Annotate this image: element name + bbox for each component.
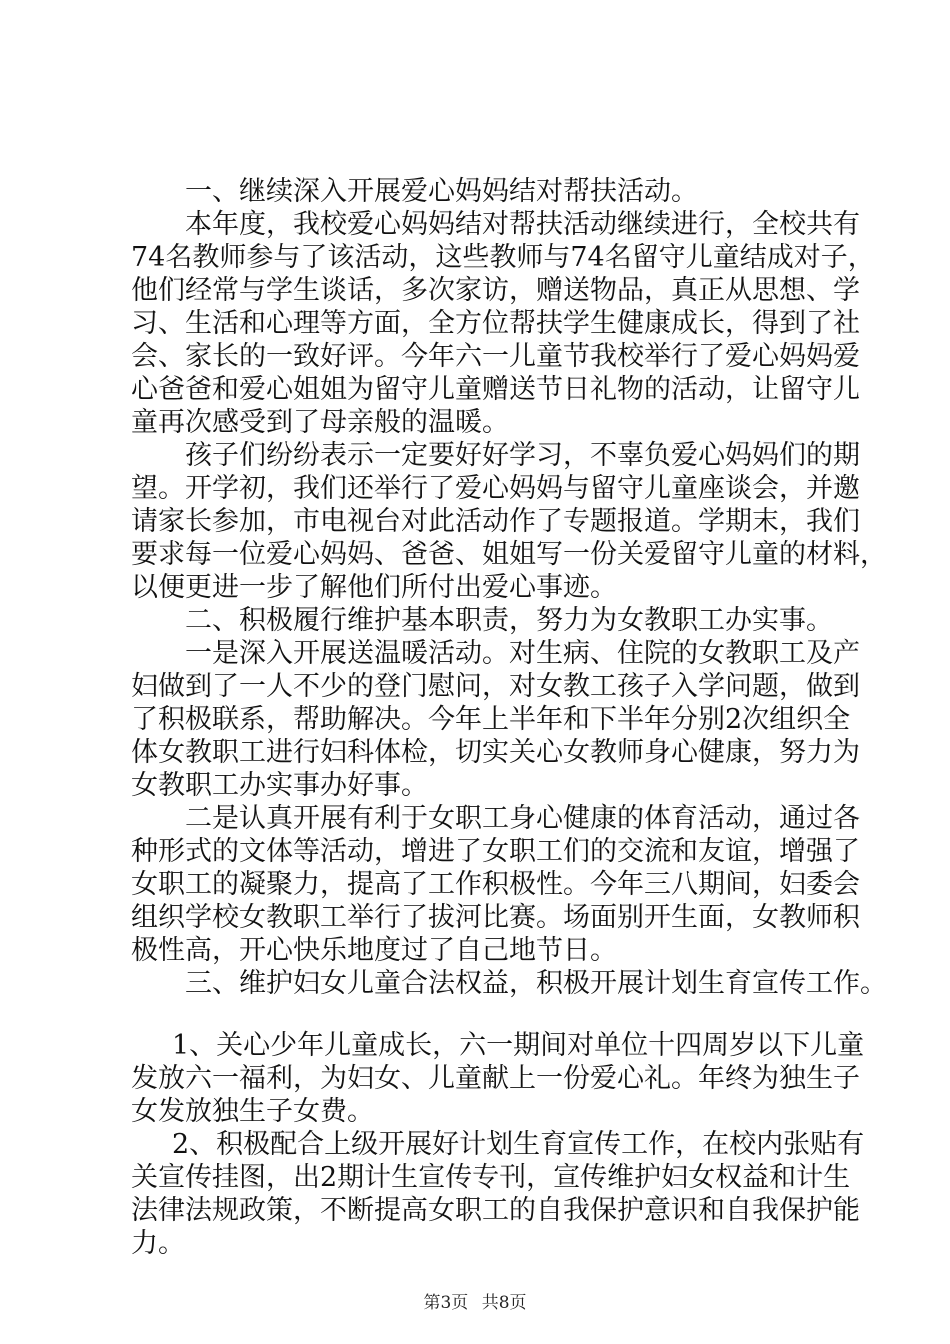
paragraph-line: 女职工的凝聚力，提高了工作积极性。今年三八期间，妇委会 [131,869,860,900]
paragraph-line: 以便更进一步了解他们所付出爱心事迹。 [131,572,617,603]
list-item-line: 1、关心少年儿童成长，六一期间对单位十四周岁以下儿童 [172,1030,865,1061]
paragraph-line: 法律法规政策，不断提高女职工的自我保护意识和自我保护能 [131,1195,860,1226]
page-total: 共8页 [481,1293,527,1313]
heading-section-1: 一、继续深入开展爱心妈妈结对帮扶活动。 [185,176,698,207]
paragraph-line: 了积极联系，帮助解决。今年上半年和下半年分别2次组织全 [131,704,851,735]
paragraph-line: 女发放独生子女费。 [131,1096,374,1127]
paragraph-line: 望。开学初，我们还举行了爱心妈妈与留守儿童座谈会，并邀 [131,473,860,504]
paragraph-line: 女教职工办实事办好事。 [131,770,428,801]
paragraph-line: 组织学校女教职工举行了拔河比赛。场面别开生面，女教师积 [131,902,860,933]
paragraph-line: 二是认真开展有利于女职工身心健康的体育活动，通过各 [185,803,860,834]
paragraph-line: 发放六一福利，为妇女、儿童献上一份爱心礼。年终为独生子 [131,1063,860,1094]
page-footer [0,1292,950,1314]
paragraph-line: 他们经常与学生谈话，多次家访，赠送物品，真正从思想、学 [131,275,860,306]
paragraph-line: 一是深入开展送温暖活动。对生病、住院的女教职工及产 [185,638,860,669]
paragraph-line: 会、家长的一致好评。今年六一儿童节我校举行了爱心妈妈爱 [131,341,860,372]
paragraph-line: 习、生活和心理等方面，全方位帮扶学生健康成长，得到了社 [131,308,860,339]
page-number: 第3页 [423,1293,469,1313]
paragraph-line: 本年度，我校爱心妈妈结对帮扶活动继续进行，全校共有 [185,209,860,240]
paragraph-line: 力。 [131,1228,185,1259]
paragraph-line: 童再次感受到了母亲般的温暖。 [131,407,509,438]
heading-section-3: 三、维护妇女儿童合法权益，积极开展计划生育宣传工作。 [185,968,887,999]
paragraph-line: 体女教职工进行妇科体检，切实关心女教师身心健康，努力为 [131,737,860,768]
paragraph-line: 要求每一位爱心妈妈、爸爸、姐姐写一份关爱留守儿童的材料， [131,539,887,570]
paragraph-line: 关宣传挂图，出2期计生宣传专刊，宣传维护妇女权益和计生 [131,1162,851,1193]
paragraph-line: 74名教师参与了该活动，这些教师与74名留守儿童结成对子， [131,242,875,273]
paragraph-line: 孩子们纷纷表示一定要好好学习，不辜负爱心妈妈们的期 [185,440,860,471]
paragraph-line: 妇做到了一人不少的登门慰问，对女教工孩子入学问题，做到 [131,671,860,702]
paragraph-line: 极性高，开心快乐地度过了自己地节日。 [131,935,617,966]
heading-section-2: 二、积极履行维护基本职责，努力为女教职工办实事。 [185,605,833,636]
paragraph-line: 心爸爸和爱心姐姐为留守儿童赠送节日礼物的活动，让留守儿 [131,374,860,405]
paragraph-line: 种形式的文体等活动，增进了女职工们的交流和友谊，增强了 [131,836,860,867]
paragraph-line: 请家长参加，市电视台对此活动作了专题报道。学期末，我们 [131,506,860,537]
list-item-line: 2、积极配合上级开展好计划生育宣传工作，在校内张贴有 [172,1129,865,1160]
